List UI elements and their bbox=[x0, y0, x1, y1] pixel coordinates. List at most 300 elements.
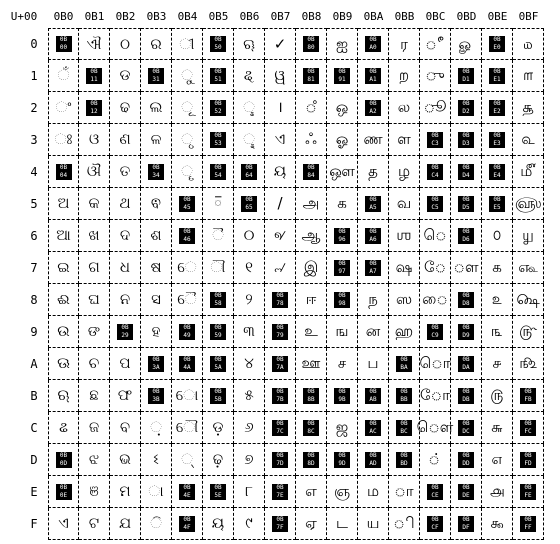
missing-glyph-code-high: 0B bbox=[276, 323, 284, 331]
glyph-cell bbox=[327, 444, 358, 476]
glyph: ெ bbox=[423, 226, 447, 244]
missing-glyph-box bbox=[458, 356, 474, 372]
row-header: C bbox=[30, 421, 38, 435]
glyph-cell bbox=[296, 156, 327, 188]
missing-glyph-code-low: D9 bbox=[462, 331, 470, 339]
glyph: ௴ bbox=[520, 162, 536, 180]
glyph-cell bbox=[141, 508, 172, 540]
glyph: ௺ bbox=[519, 354, 537, 372]
glyph-cell bbox=[389, 412, 420, 444]
missing-glyph-code-low: 81 bbox=[307, 75, 315, 83]
glyph-cell bbox=[327, 252, 358, 284]
missing-glyph-box bbox=[334, 388, 350, 404]
glyph-cell bbox=[327, 124, 358, 156]
glyph-cell bbox=[513, 60, 544, 92]
missing-glyph-code-low: 49 bbox=[183, 331, 191, 339]
glyph: ௦ bbox=[492, 226, 502, 244]
glyph: ଼ bbox=[150, 418, 162, 436]
missing-glyph-code-high: 0B bbox=[183, 195, 191, 203]
glyph-cell bbox=[358, 380, 389, 412]
missing-glyph-code-high: 0B bbox=[400, 387, 408, 395]
glyph-cell bbox=[389, 508, 420, 540]
glyph-cell bbox=[513, 476, 544, 508]
missing-glyph-code-high: 0B bbox=[462, 195, 470, 203]
glyph-cell bbox=[172, 252, 203, 284]
glyph-cell bbox=[358, 316, 389, 348]
column-header: 0B1 bbox=[84, 10, 105, 23]
missing-glyph-box bbox=[489, 68, 505, 84]
glyph-cell bbox=[296, 380, 327, 412]
missing-glyph-code-high: 0B bbox=[524, 419, 532, 427]
glyph-cell bbox=[482, 28, 513, 60]
glyph: / bbox=[277, 194, 283, 212]
column-header: 0BF bbox=[518, 10, 539, 23]
glyph: ௸ bbox=[516, 290, 540, 308]
missing-glyph-code-low: 4A bbox=[183, 363, 191, 371]
missing-glyph-code-high: 0B bbox=[338, 67, 346, 75]
missing-glyph-code-low: 78 bbox=[276, 299, 284, 307]
glyph-cell bbox=[265, 92, 296, 124]
missing-glyph-code-low: 64 bbox=[245, 171, 253, 179]
column-header: 0BB bbox=[394, 10, 415, 23]
missing-glyph-code-high: 0B bbox=[121, 323, 129, 331]
glyph-cell bbox=[79, 60, 110, 92]
missing-glyph-code-low: D3 bbox=[462, 139, 470, 147]
missing-glyph-code-low: E4 bbox=[493, 171, 501, 179]
glyph: ୬ bbox=[244, 418, 254, 436]
missing-glyph-code-low: 53 bbox=[214, 139, 222, 147]
missing-glyph-code-low: A5 bbox=[369, 203, 377, 211]
glyph: କ bbox=[88, 194, 100, 212]
missing-glyph-code-low: 96 bbox=[338, 235, 346, 243]
missing-glyph-box bbox=[148, 356, 164, 372]
missing-glyph-code-low: 80 bbox=[307, 44, 315, 51]
glyph: ௳ bbox=[521, 130, 535, 148]
missing-glyph-code-high: 0B bbox=[462, 227, 470, 235]
missing-glyph-code-high: 0B bbox=[462, 99, 470, 107]
glyph-cell bbox=[110, 348, 141, 380]
glyph-cell bbox=[482, 348, 513, 380]
missing-glyph-code-low: 8D bbox=[307, 459, 315, 467]
glyph-cell bbox=[451, 380, 482, 412]
glyph: ଉ bbox=[57, 322, 70, 340]
glyph: ୪ bbox=[244, 354, 254, 372]
glyph: ௯ bbox=[490, 514, 504, 532]
missing-glyph-box bbox=[210, 100, 226, 116]
missing-glyph-code-high: 0B bbox=[307, 419, 315, 427]
glyph: எ bbox=[305, 482, 317, 500]
glyph-cell bbox=[513, 348, 544, 380]
missing-glyph-box bbox=[365, 196, 381, 212]
glyph: ௰ bbox=[523, 34, 533, 53]
glyph-cell bbox=[79, 188, 110, 220]
glyph-cell bbox=[79, 28, 110, 60]
glyph-cell bbox=[389, 92, 420, 124]
missing-glyph-box bbox=[334, 292, 350, 308]
glyph: ூ bbox=[423, 98, 447, 116]
glyph: ஒ bbox=[335, 98, 349, 116]
glyph-cell bbox=[358, 508, 389, 540]
missing-glyph-code-high: 0B bbox=[214, 163, 222, 171]
missing-glyph-code-low: DF bbox=[462, 523, 470, 531]
glyph-cell bbox=[451, 92, 482, 124]
missing-glyph-code-low: 7D bbox=[276, 459, 284, 467]
glyph-cell bbox=[141, 60, 172, 92]
glyph: ொ bbox=[419, 354, 451, 372]
glyph-cell bbox=[513, 156, 544, 188]
missing-glyph-code-high: 0B bbox=[307, 451, 315, 459]
column-header: 0B6 bbox=[239, 10, 260, 23]
missing-glyph-box bbox=[179, 196, 195, 212]
missing-glyph-code-high: 0B bbox=[59, 483, 68, 491]
glyph-cell bbox=[482, 188, 513, 220]
missing-glyph-code-low: 29 bbox=[121, 331, 129, 339]
glyph: ୩ bbox=[243, 322, 255, 340]
missing-glyph-box bbox=[303, 68, 319, 84]
missing-glyph-code-low: 97 bbox=[338, 267, 346, 275]
glyph: ୭ bbox=[244, 450, 254, 468]
missing-glyph-code-low: 4E bbox=[183, 491, 191, 499]
glyph-cell bbox=[265, 508, 296, 540]
glyph: ୕ bbox=[211, 194, 224, 212]
missing-glyph-box bbox=[458, 68, 474, 84]
missing-glyph-code-high: 0B bbox=[462, 131, 470, 139]
glyph: ୢ bbox=[243, 98, 255, 116]
glyph-cell bbox=[48, 412, 79, 444]
glyph: ஸ bbox=[395, 290, 413, 308]
glyph-cell bbox=[327, 412, 358, 444]
glyph-cell bbox=[172, 412, 203, 444]
missing-glyph-code-high: 0B bbox=[369, 451, 377, 459]
glyph-cell bbox=[203, 412, 234, 444]
glyph: ஜ bbox=[335, 418, 349, 436]
missing-glyph-box bbox=[520, 484, 536, 500]
glyph: ௌ bbox=[416, 418, 454, 436]
glyph: ௗ bbox=[453, 258, 479, 276]
row-header: 0 bbox=[30, 37, 38, 51]
missing-glyph-code-high: 0B bbox=[369, 195, 377, 203]
glyph-cell bbox=[451, 124, 482, 156]
glyph-cell bbox=[172, 284, 203, 316]
missing-glyph-box bbox=[458, 164, 474, 180]
glyph-cell bbox=[203, 316, 234, 348]
glyph-cell bbox=[79, 412, 110, 444]
missing-glyph-box bbox=[396, 356, 412, 372]
missing-glyph-code-high: 0B bbox=[462, 419, 470, 427]
glyph: ଜ bbox=[88, 418, 100, 436]
missing-glyph-code-low: C9 bbox=[431, 331, 439, 339]
column-header: 0B8 bbox=[301, 10, 322, 23]
glyph-cell bbox=[358, 252, 389, 284]
glyph: ୯ bbox=[245, 514, 253, 532]
glyph: ି bbox=[150, 514, 162, 532]
glyph-cell bbox=[389, 348, 420, 380]
missing-glyph-code-high: 0B bbox=[214, 36, 222, 43]
glyph: ଡ଼ bbox=[212, 418, 224, 436]
glyph-cell bbox=[48, 380, 79, 412]
glyph: ௨ bbox=[491, 290, 503, 308]
glyph-cell bbox=[420, 508, 451, 540]
glyph-cell bbox=[327, 348, 358, 380]
glyph: அ bbox=[302, 194, 320, 212]
glyph: ୧ bbox=[245, 258, 253, 276]
glyph-cell bbox=[203, 348, 234, 380]
missing-glyph-box bbox=[396, 452, 412, 468]
missing-glyph-code-high: 0B bbox=[183, 355, 191, 363]
missing-glyph-code-low: 11 bbox=[90, 75, 98, 83]
glyph-cell bbox=[265, 316, 296, 348]
missing-glyph-code-high: 0B bbox=[493, 195, 501, 203]
glyph: ଟ bbox=[88, 514, 100, 532]
glyph-cell bbox=[389, 28, 420, 60]
missing-glyph-code-low: 00 bbox=[59, 44, 68, 51]
missing-glyph-code-low: FD bbox=[524, 459, 532, 467]
glyph-cell bbox=[234, 284, 265, 316]
glyph-cell bbox=[203, 444, 234, 476]
missing-glyph-code-low: FB bbox=[524, 395, 532, 403]
missing-glyph-box bbox=[458, 452, 474, 468]
glyph-cell bbox=[358, 444, 389, 476]
glyph-cell bbox=[482, 508, 513, 540]
glyph-cell bbox=[296, 348, 327, 380]
column-header: 0B5 bbox=[208, 10, 229, 23]
missing-glyph-code-low: 52 bbox=[214, 107, 222, 115]
missing-glyph-code-low: 9D bbox=[338, 459, 346, 467]
glyph: ଚ bbox=[88, 354, 100, 372]
glyph: ଌ bbox=[58, 418, 68, 436]
missing-glyph-box bbox=[458, 388, 474, 404]
glyph: ନ bbox=[119, 290, 131, 308]
column-header: 0B9 bbox=[332, 10, 353, 23]
missing-glyph-box bbox=[365, 100, 381, 116]
glyph: ଢ଼ bbox=[212, 450, 224, 468]
glyph: ୂ bbox=[181, 98, 193, 116]
missing-glyph-code-high: 0B bbox=[524, 451, 532, 459]
missing-glyph-code-high: 0B bbox=[307, 36, 315, 43]
glyph-cell bbox=[234, 28, 265, 60]
missing-glyph-box bbox=[56, 452, 72, 468]
glyph: ଶ bbox=[150, 226, 162, 244]
glyph-cell bbox=[451, 316, 482, 348]
glyph: ଝ bbox=[88, 450, 100, 468]
column-header: 0BD bbox=[456, 10, 477, 23]
missing-glyph-box bbox=[427, 484, 443, 500]
glyph-cell bbox=[265, 220, 296, 252]
missing-glyph-code-high: 0B bbox=[369, 36, 377, 43]
missing-glyph-box bbox=[458, 484, 474, 500]
glyph-cell bbox=[482, 124, 513, 156]
missing-glyph-box bbox=[520, 516, 536, 532]
glyph: ୡ bbox=[243, 66, 255, 84]
glyph-cell bbox=[79, 444, 110, 476]
missing-glyph-code-low: 8C bbox=[307, 427, 315, 435]
missing-glyph-code-low: 5A bbox=[214, 363, 222, 371]
missing-glyph-code-high: 0B bbox=[214, 387, 222, 395]
missing-glyph-box bbox=[458, 196, 474, 212]
glyph: ଢ bbox=[119, 98, 131, 116]
missing-glyph-code-low: DD bbox=[462, 459, 470, 467]
missing-glyph-code-low: FF bbox=[524, 523, 532, 531]
glyph: ஏ bbox=[305, 514, 317, 532]
glyph-cell bbox=[327, 380, 358, 412]
glyph-cell bbox=[79, 316, 110, 348]
glyph: ଆ bbox=[56, 226, 71, 244]
glyph: ଞ bbox=[89, 482, 99, 500]
glyph-cell bbox=[451, 284, 482, 316]
glyph-cell bbox=[234, 316, 265, 348]
glyph-cell bbox=[451, 444, 482, 476]
glyph: ங bbox=[335, 322, 349, 340]
glyph: ஹ bbox=[394, 322, 414, 340]
glyph-cell bbox=[451, 60, 482, 92]
glyph: ௮ bbox=[489, 482, 505, 500]
glyph-cell bbox=[172, 348, 203, 380]
glyph: ହ bbox=[151, 322, 161, 340]
missing-glyph-code-high: 0B bbox=[338, 451, 346, 459]
glyph-cell bbox=[296, 124, 327, 156]
glyph: ୁ bbox=[181, 66, 193, 84]
glyph-cell bbox=[141, 28, 172, 60]
glyph-cell bbox=[513, 28, 544, 60]
glyph-cell bbox=[513, 380, 544, 412]
missing-glyph-box bbox=[272, 484, 288, 500]
missing-glyph-box bbox=[210, 388, 226, 404]
glyph: ୋ bbox=[175, 386, 199, 404]
missing-glyph-box bbox=[458, 516, 474, 532]
glyph-cell bbox=[172, 476, 203, 508]
row-header: 7 bbox=[30, 261, 38, 275]
glyph: ଵ bbox=[150, 194, 162, 212]
glyph: ல bbox=[397, 98, 411, 116]
missing-glyph-box bbox=[303, 452, 319, 468]
row-header: D bbox=[30, 453, 38, 467]
missing-glyph-code-high: 0B bbox=[59, 163, 68, 171]
glyph-cell bbox=[327, 220, 358, 252]
missing-glyph-box bbox=[365, 452, 381, 468]
glyph-cell bbox=[110, 188, 141, 220]
missing-glyph-box bbox=[148, 388, 164, 404]
glyph-cell bbox=[389, 284, 420, 316]
missing-glyph-code-low: E2 bbox=[493, 107, 501, 115]
missing-glyph-box bbox=[179, 484, 195, 500]
glyph-cell bbox=[296, 508, 327, 540]
missing-glyph-box bbox=[427, 132, 443, 148]
glyph-cell bbox=[451, 156, 482, 188]
missing-glyph-code-high: 0B bbox=[245, 163, 253, 171]
glyph-cell bbox=[265, 60, 296, 92]
glyph-cell bbox=[234, 220, 265, 252]
glyph: ଏ bbox=[58, 514, 69, 532]
glyph: ௵ bbox=[514, 194, 542, 212]
missing-glyph-code-low: A7 bbox=[369, 267, 377, 275]
glyph-cell bbox=[482, 92, 513, 124]
glyph: ଧ bbox=[119, 258, 131, 276]
glyph: இ bbox=[303, 258, 319, 276]
missing-glyph-box bbox=[365, 68, 381, 84]
glyph-cell bbox=[451, 188, 482, 220]
glyph-cell bbox=[79, 284, 110, 316]
glyph-cell bbox=[79, 92, 110, 124]
missing-glyph-box bbox=[489, 196, 505, 212]
glyph-cell bbox=[141, 476, 172, 508]
glyph-cell bbox=[358, 412, 389, 444]
glyph-cell bbox=[513, 124, 544, 156]
missing-glyph-code-low: E3 bbox=[493, 139, 501, 147]
glyph: ୟ bbox=[273, 162, 287, 180]
glyph-cell bbox=[420, 92, 451, 124]
missing-glyph-box bbox=[489, 132, 505, 148]
glyph: ோ bbox=[420, 386, 450, 404]
glyph: ଥ bbox=[119, 194, 131, 212]
glyph: ଙ bbox=[87, 322, 101, 340]
glyph-cell bbox=[420, 476, 451, 508]
missing-glyph-box bbox=[148, 164, 164, 180]
glyph: ௶ bbox=[522, 226, 534, 244]
missing-glyph-box bbox=[210, 36, 226, 52]
glyph: ௱ bbox=[522, 66, 534, 84]
glyph: ଓ bbox=[88, 130, 100, 148]
missing-glyph-box bbox=[117, 324, 133, 340]
glyph-cell bbox=[172, 28, 203, 60]
missing-glyph-code-low: DB bbox=[462, 395, 470, 403]
missing-glyph-code-high: 0B bbox=[59, 451, 68, 459]
missing-glyph-code-high: 0B bbox=[152, 355, 160, 363]
column-header: 0B2 bbox=[115, 10, 136, 23]
missing-glyph-code-high: 0B bbox=[152, 67, 160, 75]
missing-glyph-box bbox=[272, 356, 288, 372]
missing-glyph-code-high: 0B bbox=[431, 195, 439, 203]
glyph: த bbox=[368, 162, 378, 180]
glyph-cell bbox=[234, 444, 265, 476]
missing-glyph-code-low: 4F bbox=[183, 523, 191, 531]
glyph: ஶ bbox=[396, 226, 412, 244]
glyph-cell bbox=[141, 284, 172, 316]
missing-glyph-code-high: 0B bbox=[462, 163, 470, 171]
glyph-cell bbox=[141, 444, 172, 476]
glyph-cell bbox=[451, 412, 482, 444]
glyph: ச bbox=[337, 354, 347, 372]
missing-glyph-box bbox=[272, 452, 288, 468]
glyph-cell bbox=[172, 316, 203, 348]
missing-glyph-code-low: 65 bbox=[245, 203, 253, 211]
row-header: 9 bbox=[30, 325, 38, 339]
glyph-cell bbox=[420, 188, 451, 220]
glyph-cell bbox=[141, 220, 172, 252]
glyph-cell bbox=[420, 60, 451, 92]
row-header: 3 bbox=[30, 133, 38, 147]
glyph: ஂ bbox=[305, 98, 317, 116]
glyph-cell bbox=[141, 92, 172, 124]
glyph: ଠ bbox=[119, 34, 130, 53]
glyph-cell bbox=[482, 412, 513, 444]
missing-glyph-box bbox=[272, 324, 288, 340]
glyph-cell bbox=[451, 476, 482, 508]
missing-glyph-box bbox=[179, 324, 195, 340]
missing-glyph-code-low: FC bbox=[524, 427, 532, 435]
glyph-cell bbox=[141, 316, 172, 348]
glyph-cell bbox=[420, 316, 451, 348]
glyph-cell bbox=[327, 476, 358, 508]
glyph-cell bbox=[265, 348, 296, 380]
missing-glyph-code-high: 0B bbox=[431, 323, 439, 331]
missing-glyph-code-high: 0B bbox=[276, 483, 284, 491]
glyph-cell bbox=[110, 220, 141, 252]
glyph-cell bbox=[513, 316, 544, 348]
glyph: ௹ bbox=[518, 322, 538, 340]
glyph: ் bbox=[428, 450, 442, 468]
glyph-cell bbox=[48, 252, 79, 284]
glyph-cell bbox=[110, 28, 141, 60]
